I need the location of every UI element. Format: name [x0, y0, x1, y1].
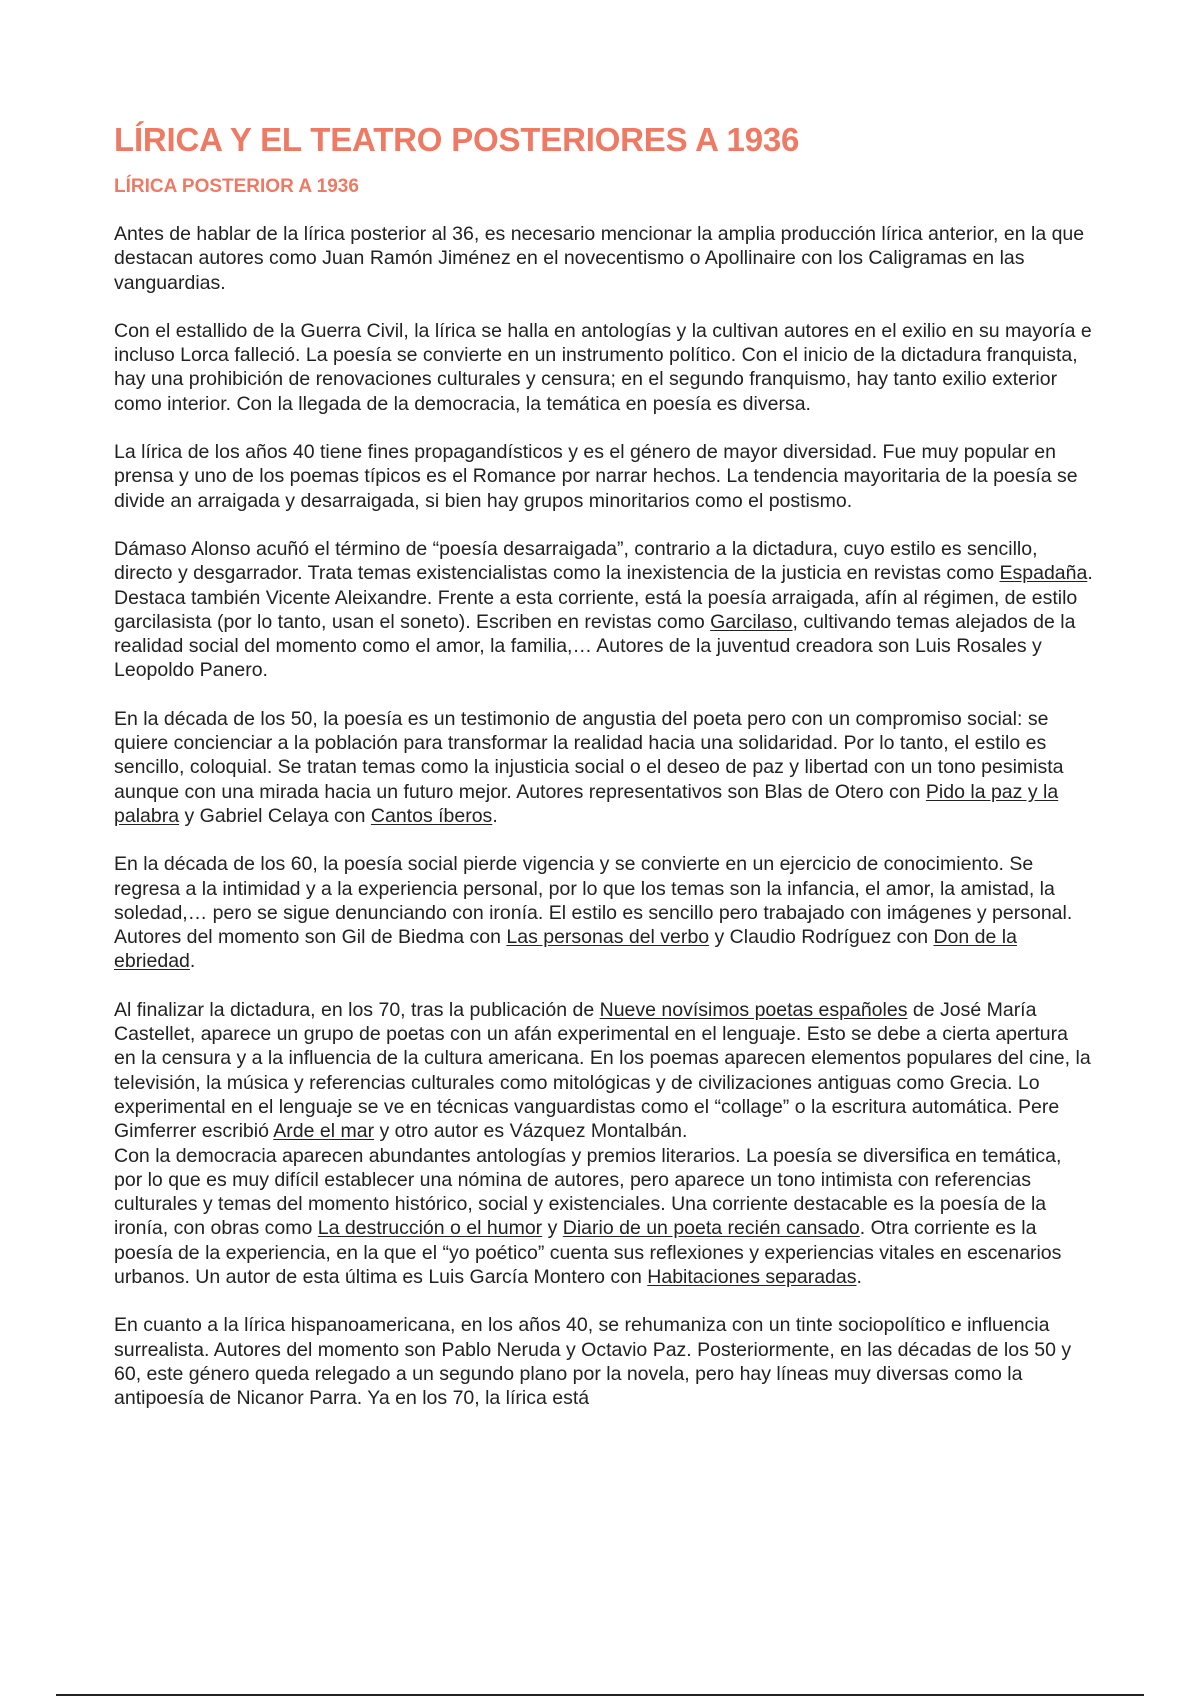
- underlined-title-espadana: Espadaña: [999, 562, 1088, 585]
- paragraph-6-text-3: .: [189, 950, 196, 973]
- paragraph-5-text-2: y Gabriel Celaya con: [179, 804, 371, 827]
- paragraph-7-text-2: de José María Castellet, aparece un grupo de poetas con un afán experimental en el lenguaje. Esto se debe a cierta apertura en la censura y a la influencia de la cultura americana. En los poemas aparecen elementos populares del cine, la televisión, la música y referencias culturales como mitológicas y de civilizaciones antiguas como Grecia. Lo experimental en el lenguaje se ve en técnicas vanguardistas como el “collage” o la escritura automática. Pere Gimferrer escribió: [114, 998, 1091, 1143]
- paragraph-6-text-1: En la década de los 60, la poesía social pierde vigencia y se convierte en un ejercicio de conocimiento. Se regresa a la intimidad y a la experiencia personal, por lo que los temas son la infancia, el amor, la amistad, la soledad,… pero se sigue denunciando con ironía. El estilo es sencillo pero trabajado con imágenes y personal. Autores del momento son Gil de Biedma con: [114, 853, 1073, 949]
- paragraph-8-text-4: .: [856, 1265, 862, 1288]
- paragraph-8-text-2: y: [542, 1217, 563, 1240]
- section-subtitle: LÍRICA POSTERIOR A 1936: [114, 176, 359, 197]
- paragraph-5-text-1: En la década de los 50, la poesía es un testimonio de angustia del poeta pero con un compromiso social: se quiere concienciar a la población para transformar la realidad hacia una solidaridad. Por lo tanto, el estilo es sencillo, coloquial. Se tratan temas como la injusticia social o el deseo de paz y libertad con un tono pesimista aunque con una mirada hacia un futuro mejor. Autores representativos son Blas de Otero con: [114, 707, 1064, 803]
- footer-divider: [56, 1694, 1144, 1696]
- document-page: [114, 118, 1094, 1434]
- paragraph-5-text-3: .: [492, 804, 498, 827]
- paragraph-4-text-1: Dámaso Alonso acuñó el término de “poesía desarraigada”, contrario a la dictadura, cuyo estilo es sencillo, directo y desgarrador. Trata temas existencialistas como la inexistencia de la justicia en revistas como: [114, 537, 1038, 585]
- paragraph-5: [114, 707, 1094, 828]
- paragraph-4-text-2: . Destaca también Vicente Aleixandre. Frente a esta corriente, está la poesía arraigada, afín al régimen, de estilo garcilasista (por lo tanto, usan el soneto). Escriben en revistas como: [114, 562, 1093, 633]
- paragraph-7: [114, 998, 1094, 1144]
- document-body: [114, 222, 1094, 1410]
- paragraph-2: Con el estallido de la Guerra Civil, la lírica se halla en antologías y la cultivan autores en el exilio en su mayoría e incluso Lorca falleció. La poesía se convierte en un instrumento político. Con el inicio de la dictadura franquista, hay una prohibición de renovaciones culturales y censura; en el segundo franquismo, hay tanto exilio exterior como interior. Con la llegada de la democracia, la temática en poesía es diversa.: [114, 319, 1092, 415]
- paragraph-9: En cuanto a la lírica hispanoamericana, en los años 40, se rehumaniza con un tinte sociopolítico e influencia surrealista. Autores del momento son Pablo Neruda y Octavio Paz. Posteriormente, en las décadas de los 50 y 60, este género queda relegado a un segundo plano por la novela, pero hay líneas muy diversas como la antipoesía de Nicanor Parra. Ya en los 70, la lírica está: [114, 1314, 1072, 1410]
- paragraph-8: [114, 1144, 1094, 1290]
- underlined-title-cantos-iberos: Cantos íberos: [370, 804, 493, 827]
- underlined-title-pido-la-paz: Pido la paz y la palabra: [114, 780, 1059, 827]
- underlined-title-las-personas-del-verbo: Las personas del verbo: [506, 926, 710, 949]
- underlined-title-habitaciones-separadas: Habitaciones separadas: [647, 1265, 857, 1288]
- paragraph-8-text-3: . Otra corriente es la poesía de la experiencia, en la que el “yo poético” cuenta sus reflexiones y experiencias vitales en escenarios urbanos. Un autor de esta última es Luis García Montero con: [114, 1217, 1062, 1288]
- paragraph-1: Antes de hablar de la lírica posterior al 36, es necesario mencionar la amplia producción lírica anterior, en la que destacan autores como Juan Ramón Jiménez en el novecentismo o Apollinaire con los Caligramas en las vanguardias.: [114, 223, 1085, 294]
- underlined-title-nueve-novisimos: Nueve novísimos poetas españoles: [599, 998, 908, 1021]
- paragraph-4-text-3: , cultivando temas alejados de la realidad social del momento como el amor, la familia,… Autores de la juventud creadora son Luis Rosales y Leopoldo Panero.: [114, 610, 1076, 682]
- paragraph-6-text-2: y Claudio Rodríguez con: [709, 926, 934, 949]
- underlined-title-la-destruccion: La destrucción o el humor: [317, 1217, 543, 1240]
- underlined-title-arde-el-mar: Arde el mar: [273, 1120, 375, 1143]
- paragraph-7-text-3: y otro autor es Vázquez Montalbán.: [374, 1120, 688, 1143]
- page-title: LÍRICA Y EL TEATRO POSTERIORES A 1936: [114, 121, 800, 158]
- paragraph-3: La lírica de los años 40 tiene fines propagandísticos y es el género de mayor diversidad. Fue muy popular en prensa y uno de los poemas típicos es el Romance por narrar hechos. La tendencia mayoritaria de la poesía se divide an arraigada y desarraigada, si bien hay grupos minoritarios como el postismo.: [114, 441, 1078, 512]
- paragraph-4: [114, 537, 1094, 683]
- underlined-title-diario-de-un-poeta: Diario de un poeta recién cansado: [562, 1217, 860, 1240]
- underlined-title-don-de-la-ebriedad: Don de la ebriedad: [114, 926, 1017, 973]
- paragraph-7-text-1: Al finalizar la dictadura, en los 70, tras la publicación de: [114, 998, 600, 1021]
- paragraph-6: [114, 852, 1094, 973]
- paragraph-8-text-1: Con la democracia aparecen abundantes antologías y premios literarios. La poesía se diversifica en temática, por lo que es muy difícil establecer una nómina de autores, pero aparece un tono intimista con referencias culturales y temas del momento histórico, social y existenciales. Una corriente destacable es la poesía de la ironía, con obras como: [114, 1144, 1062, 1240]
- underlined-title-garcilaso: Garcilaso: [710, 610, 793, 633]
